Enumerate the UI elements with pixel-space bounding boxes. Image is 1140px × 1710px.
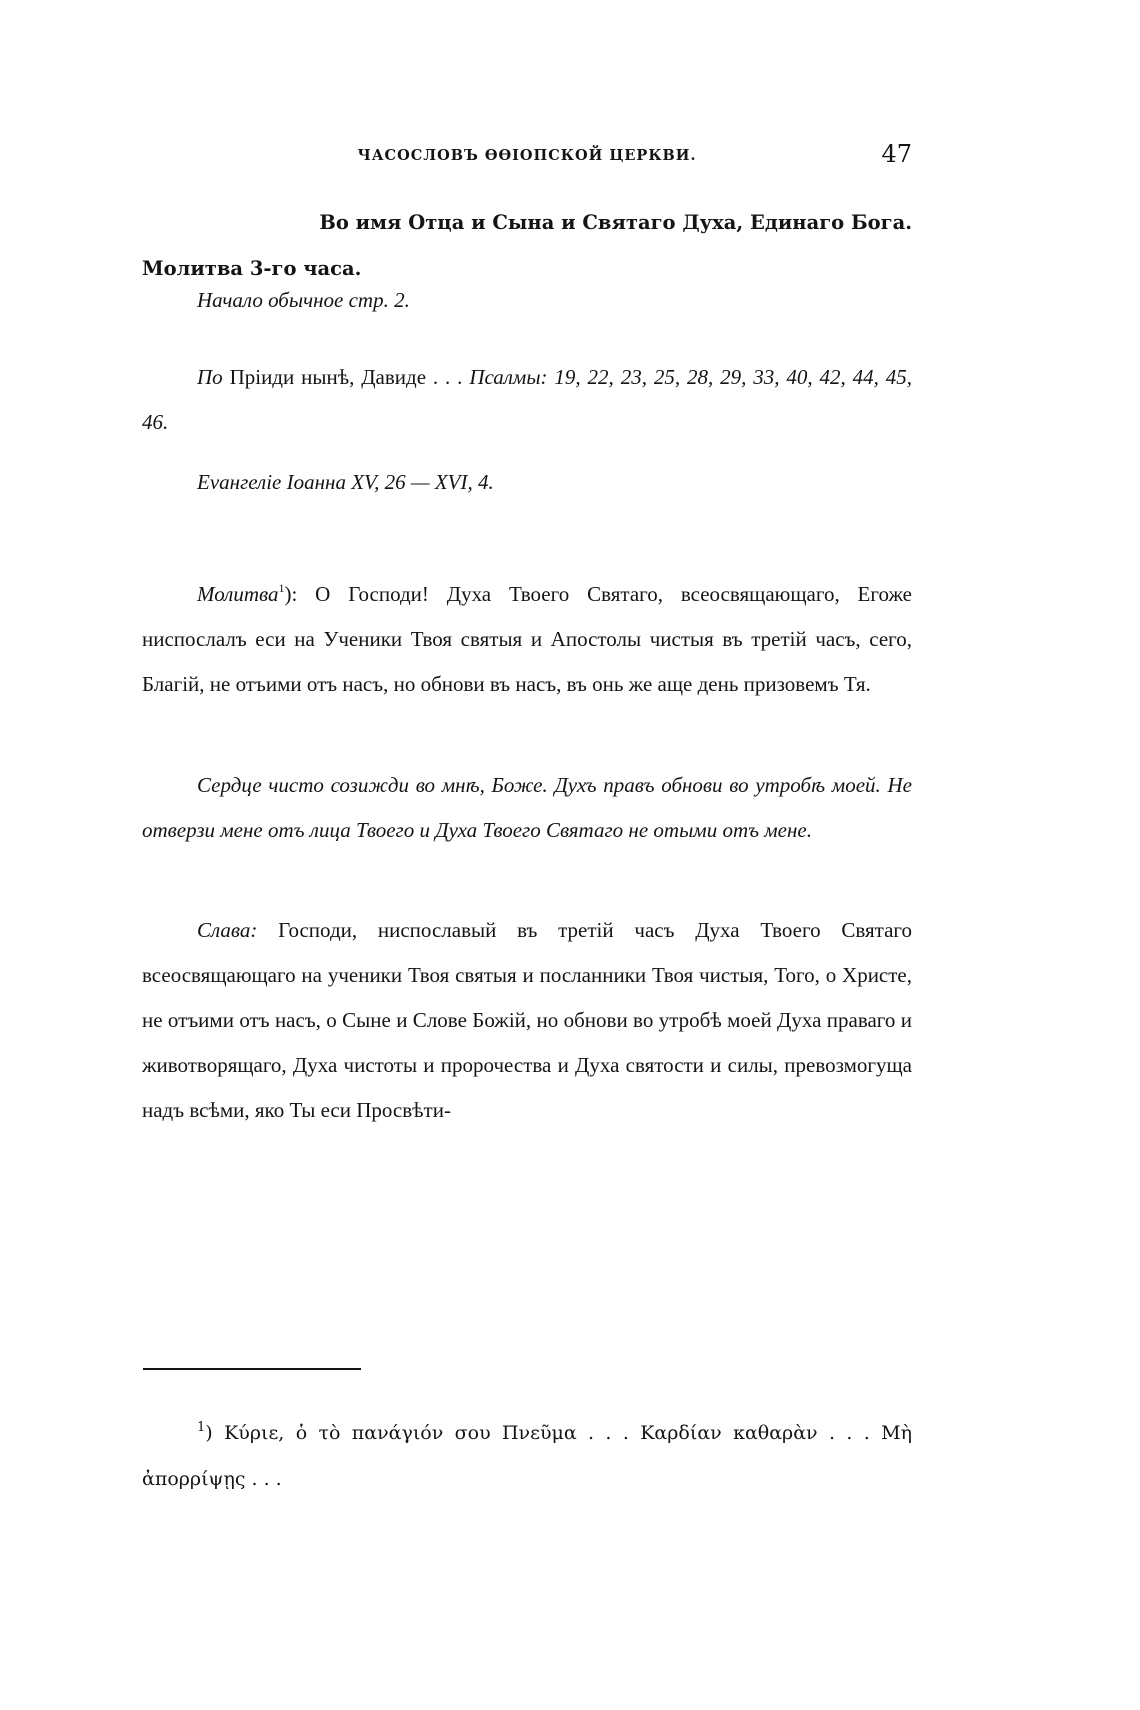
rubric-gospel: Еvангеліе Іоанна XV, 26 — XVI, 4. bbox=[197, 470, 494, 494]
rubric-po-label: По bbox=[197, 365, 223, 389]
footnote-greek-text: Κύριε, ὁ τὸ πανάγιόν σου Πνεῦμα . . . Καρδίαν καθαρὰν . . . Μὴ ἀπορρίψῃς . . . bbox=[142, 1422, 912, 1490]
footnote bbox=[142, 1410, 912, 1502]
rubric-priidi: Пріиди нынѣ, Давиде . . . bbox=[229, 365, 463, 389]
footnote-paren: ) bbox=[205, 1422, 213, 1444]
running-title: ЧАСОСЛОВЪ ѲѲІОПСКОЙ ЦЕРКВИ. bbox=[357, 147, 697, 164]
footnote-reference: 1 bbox=[278, 581, 285, 595]
glory-text: Господи, ниспославый въ третій часъ Духа Твоего Святаго всеосвящающаго на ученики Твоя святыя и посланники Твоя чистыя, Того, о Христе, не отъими отъ насъ, о Сыне и Слове Божій, но обнови во утробѣ моей Духа праваго и животворящаго, Духа чистоты и пророчества и Духа святости и силы, превозмогуща надъ всѣми, яко Ты еси Просвѣти- bbox=[142, 918, 913, 1122]
heading-invocation: Во имя Отца и Сына и Святаго Духа, Единаго Бога. bbox=[319, 211, 912, 234]
rubric-psalms-list: Псалмы: 19, 22, 23, 25, 28, 29, 33, 40, 42, 44, 45, 46. bbox=[142, 365, 913, 434]
footnote-mark: 1 bbox=[197, 1420, 206, 1435]
heading-title: Молитва 3-го часа. bbox=[142, 257, 362, 280]
rubric-beginning: Начало обычное стр. 2. bbox=[197, 288, 410, 312]
prayer-text: О Господи! Духа Твоего Святаго, всеосвящающаго, Егоже ниспослалъ еси на Ученики Твоя святыя и Апостолы чистыя въ третій часъ, сего, Благій, не отъими отъ насъ, но обнови въ насъ, въ онь же аще день призовемъ Тя. bbox=[142, 582, 913, 696]
glory-paragraph bbox=[142, 908, 912, 1133]
footnote-divider bbox=[143, 1368, 361, 1370]
prayer-colon: ): bbox=[284, 582, 298, 606]
glory-label: Слава: bbox=[197, 918, 258, 942]
verse-paragraph: Сердце чисто созижди во мнѣ, Боже. Духъ правъ обнови во утробѣ моей. Не отверзи мене отъ лица Твоего и Духа Твоего Святаго не отыми отъ мене. bbox=[142, 773, 912, 842]
prayer-label: Молитва bbox=[197, 582, 279, 606]
page-number: 47 bbox=[881, 140, 912, 168]
running-header bbox=[142, 140, 912, 174]
prayer-paragraph bbox=[142, 572, 912, 707]
rubric-psalms bbox=[142, 355, 912, 445]
